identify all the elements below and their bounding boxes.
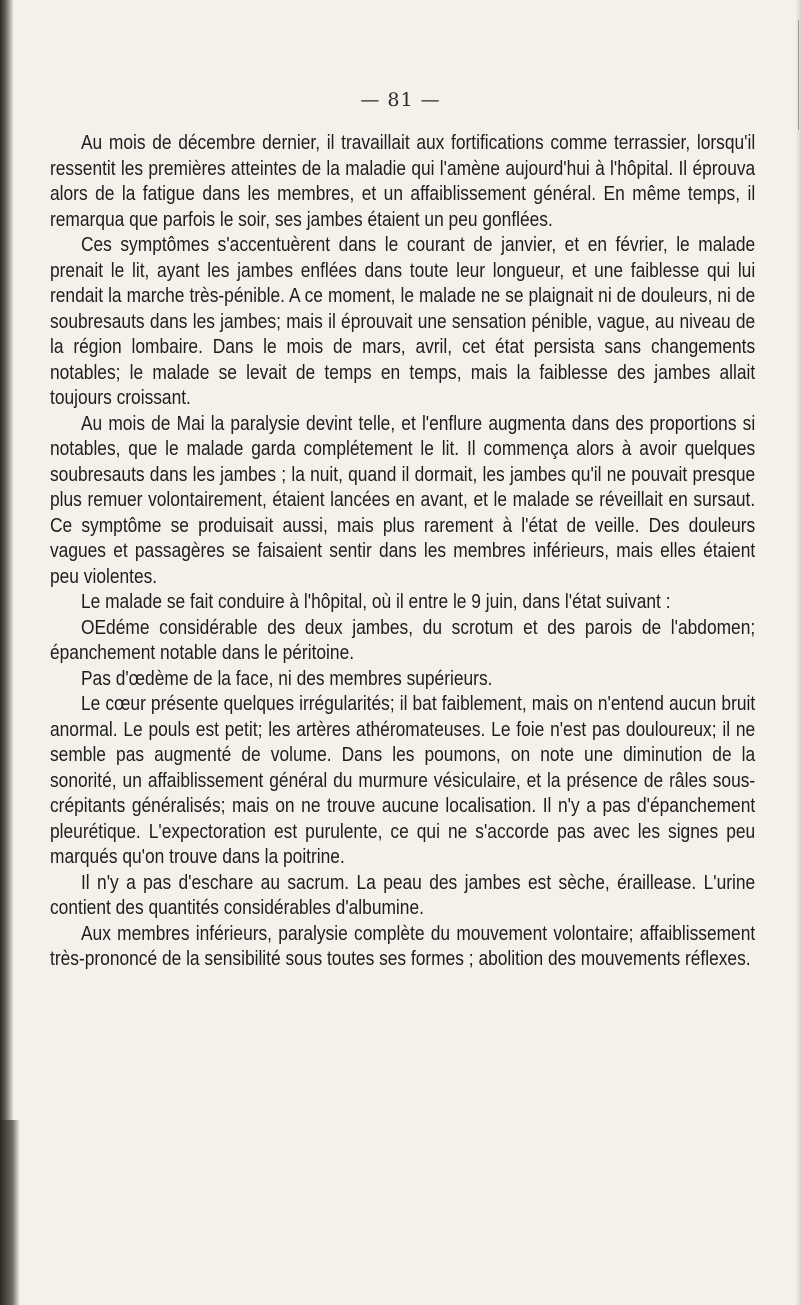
paragraph: Pas d'œdème de la face, ni des membres supérieurs.	[80, 667, 493, 690]
page-gutter-dark-edge	[0, 1120, 20, 1305]
page-number: — 81 —	[360, 89, 441, 111]
page-edge-mark	[798, 20, 799, 130]
page-right-edge	[795, 0, 801, 1305]
paragraph: OEdéme considérable des deux jambes, du scrotum et des parois de l'abdomen; épanchement notable dans le péritoine.	[50, 616, 756, 664]
paragraph: Au mois de Mai la paralysie devint telle, et l'enflure augmenta dans des proportions si notables, que le malade garda complétement le lit. Il commença alors à avoir quelques soubresauts dans les jambes ; la nuit, quand il dormait, les jambes qu'il ne pouvait presque plus remuer volontairement, étaient lancées en avant, et le malade se réveillait en sursaut. Ce symptôme se produisait aussi, mais plus rarement à l'état de veille. Des douleurs vagues et passagères se faisaient sentir dans les membres inférieurs, mais elles étaient peu violentes.	[50, 412, 756, 588]
paragraph: Le cœur présente quelques irrégularités; il bat faiblement, mais on n'entend aucun bruit anormal. Le pouls est petit; les artères athéromateuses. Le foie n'est pas douloureux; il ne semble pas augmenté de volume. Dans les poumons, on note une diminution de la sonorité, un affaiblissement général du murmure vésiculaire, et la présence de râles sous-crépitants généralisés; mais on ne trouve aucune localisation. Il n'y a pas d'épanchement pleurétique. L'expectoration est purulente, ce qui ne s'accorde pas avec les signes peu marqués qu'on trouve dans la poitrine.	[50, 693, 756, 868]
paragraph: Au mois de décembre dernier, il travaillait aux fortifications comme terrassier, lorsqu'il ressentit les premières atteintes de la maladie qui l'amène aujourd'hui à l'hôpital. Il éprouva alors de la fatigue dans les membres, et un affaiblissement général. En même temps, il remarqua que parfois le soir, ses jambes étaient un peu gonflées.	[50, 132, 756, 231]
paragraph: Il n'y a pas d'eschare au sacrum. La peau des jambes est sèche, éraillease. L'urine contient des quantités considérables d'albumine.	[50, 871, 756, 919]
body-text	[50, 131, 755, 973]
page-gutter-shadow	[0, 0, 14, 1305]
paragraph: Ces symptômes s'accentuèrent dans le courant de janvier, et en février, le malade prenait le lit, ayant les jambes enflées dans toute leur longueur, et une faiblesse qui lui rendait la marche très-pénible. A ce moment, le malade ne se plaignait ni de douleurs, ni de soubresauts dans les jambes; mais il éprouvait une sensation pénible, vague, au niveau de la région lombaire. Dans le mois de mars, avril, cet état persista sans changements notables; le malade se levait de temps en temps, mais la faiblesse des jambes allait toujours croissant.	[50, 234, 756, 409]
paragraph: Le malade se fait conduire à l'hôpital, où il entre le 9 juin, dans l'état suivant :	[80, 591, 671, 613]
paragraph: Aux membres inférieurs, paralysie complète du mouvement volontaire; affaiblissement très-prononcé de la sensibilité sous toutes ses formes ; abolition des mouvements réflexes.	[50, 922, 756, 970]
